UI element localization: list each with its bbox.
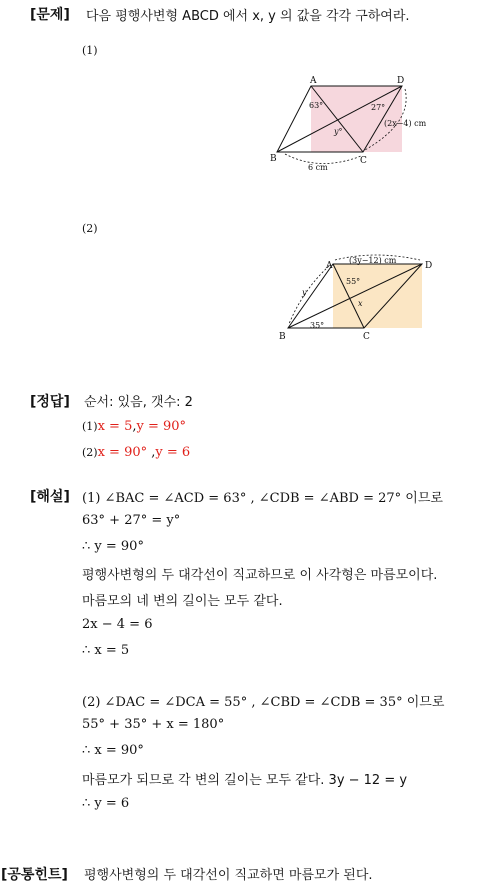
explanation-line: ∴ x = 90° bbox=[82, 743, 144, 758]
figure2-y-mark: y bbox=[302, 288, 307, 297]
explanation-line: 2x − 4 = 6 bbox=[82, 617, 153, 632]
figure1-angle-d: 27° bbox=[371, 103, 386, 112]
figure2-x-mark: x bbox=[358, 299, 363, 308]
explanation-line: 마름모의 네 변의 길이는 모두 같다. bbox=[82, 594, 283, 609]
hint-text: 평행사변형의 두 대각선이 직교하면 마름모가 된다. bbox=[84, 868, 373, 883]
explanation-line: 55° + 35° + x = 180° bbox=[82, 717, 225, 732]
explanation-line: 평행사변형의 두 대각선이 직교하므로 이 사각형은 마름모이다. bbox=[82, 568, 438, 583]
figure1-vertex-d: D bbox=[397, 76, 405, 86]
explanation-line: 마름모가 되므로 각 변의 길이는 모두 같다. 3y − 12 = y bbox=[82, 773, 408, 788]
explanation-line: (2) ∠DAC = ∠DCA = 55° , ∠CBD = ∠CDB = 35° 이므로 bbox=[82, 695, 445, 710]
answer-2-x: x = 90° bbox=[97, 445, 148, 460]
explanation-line: ∴ y = 6 bbox=[82, 796, 130, 811]
figure2-vertex-d: D bbox=[425, 261, 433, 271]
figure1-angle-a: 63° bbox=[309, 101, 324, 110]
part2-label: (2) bbox=[82, 222, 98, 235]
answer-line-2 bbox=[82, 441, 190, 460]
answer-label: [정답] bbox=[30, 394, 70, 410]
answer-line-1 bbox=[82, 415, 186, 434]
figure2-left-arc bbox=[289, 266, 329, 324]
figure2-vertex-b: B bbox=[279, 332, 286, 342]
figure1-vertex-a: A bbox=[310, 76, 317, 86]
figure1-y-mark: y° bbox=[334, 127, 343, 136]
figure2-angle-b: 35° bbox=[310, 321, 325, 330]
figure2-vertex-c: C bbox=[363, 332, 370, 342]
answer-1-sep: , bbox=[132, 419, 137, 434]
explanation-line: ∴ y = 90° bbox=[82, 539, 144, 554]
parallelogram-figure-1 bbox=[265, 72, 455, 182]
problem-text: 다음 평행사변형 ABCD 에서 x, y 의 값을 각각 구하여라. bbox=[86, 9, 410, 24]
explanation-line: 63° + 27° = y° bbox=[82, 513, 181, 528]
answer-summary: 순서: 있음, 갯수: 2 bbox=[84, 395, 193, 410]
figure1-base-label: 6 cm bbox=[308, 163, 328, 172]
answer-2-number: (2) bbox=[82, 446, 98, 459]
figure2-fill bbox=[333, 264, 422, 328]
explanation-line: ∴ x = 5 bbox=[82, 643, 130, 658]
explanation-label: [해설] bbox=[30, 489, 70, 505]
problem-label: [문제] bbox=[30, 7, 70, 23]
hint-label: [공통힌트] bbox=[1, 867, 68, 883]
part1-label: (1) bbox=[82, 44, 98, 57]
answer-2-y: y = 6 bbox=[155, 445, 191, 460]
answer-1-number: (1) bbox=[82, 420, 98, 433]
figure1-vertex-c: C bbox=[360, 156, 367, 166]
answer-1-x: x = 5 bbox=[97, 419, 133, 434]
figure2-vertex-a: A bbox=[326, 261, 333, 271]
explanation-line: (1) ∠BAC = ∠ACD = 63° , ∠CDB = ∠ABD = 27° 이므로 bbox=[82, 491, 443, 506]
figure2-angle-a: 55° bbox=[346, 277, 361, 286]
figure1-vertex-b: B bbox=[270, 154, 277, 164]
answer-2-sep: , bbox=[147, 445, 156, 460]
answer-1-y: y = 90° bbox=[136, 419, 187, 434]
parallelogram-figure-2 bbox=[275, 246, 445, 346]
figure2-top-label: (3y−12) cm bbox=[349, 256, 397, 265]
figure1-side-label: (2x−4) cm bbox=[384, 119, 427, 128]
